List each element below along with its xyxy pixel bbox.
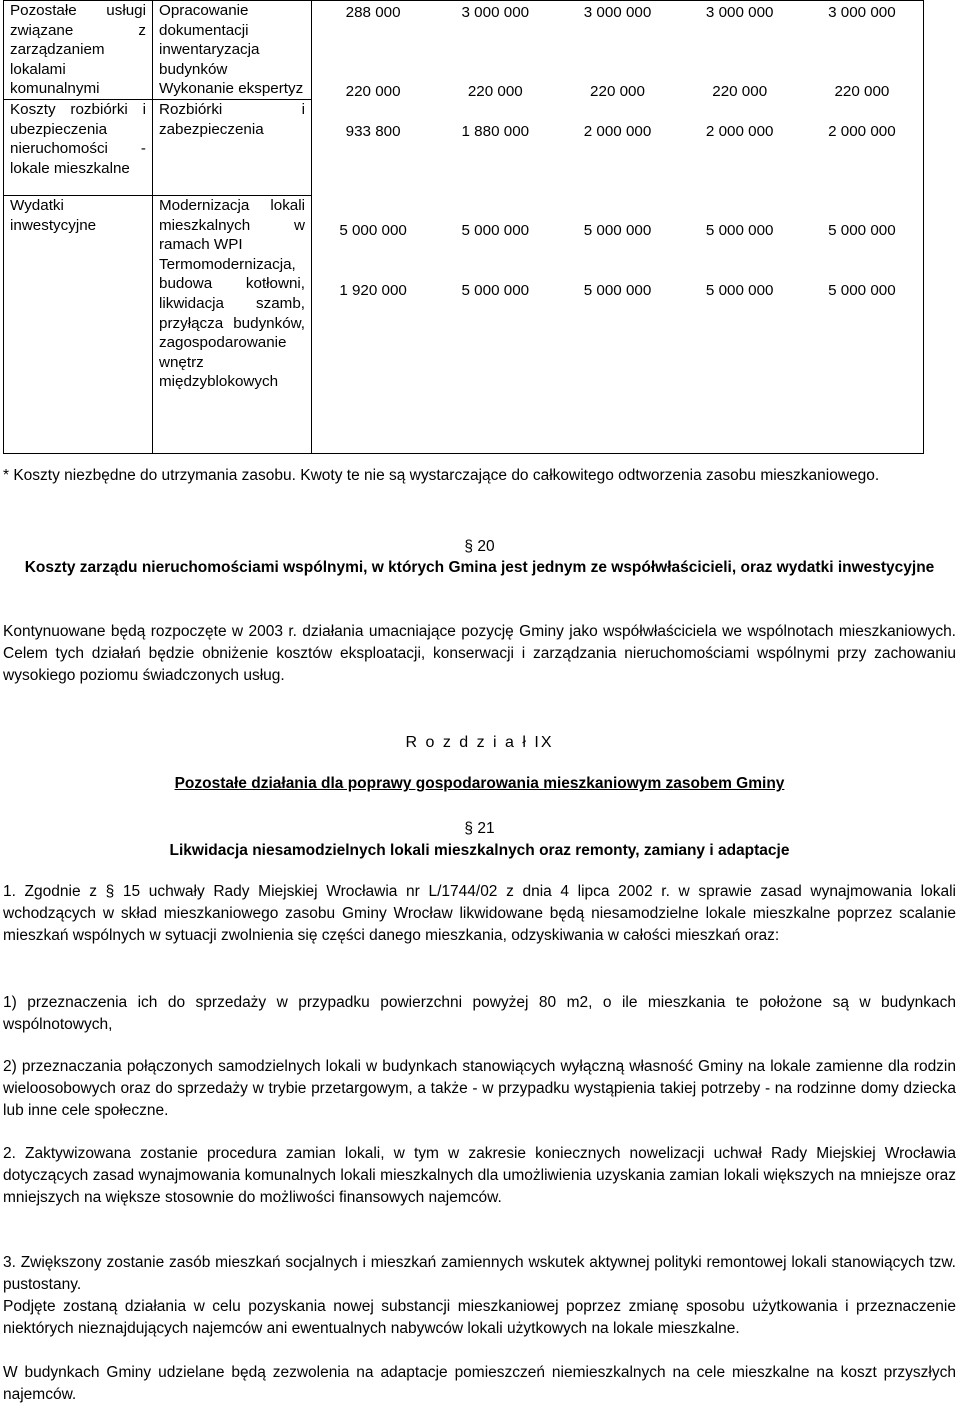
paragraph: 2. Zaktywizowana zostanie procedura zamian lokali, w tym w zakresie koniecznych nowelizacji uchwał Rady Miejskiej Wrocławia dotyczących zasad wynajmowania komunalnych lokali mieszkalnych dla umożliwienia uzyskania zamian lokali większych na mniejsze oraz mniejszych na większe stosownie do możliwości finansowych najemców. bbox=[3, 1145, 956, 1206]
value: 5 000 000 bbox=[461, 222, 530, 239]
paragraph: 2) przeznaczania połączonych samodzielnych lokali w budynkach stanowiących wyłączną własność Gminy na lokale zamienne dla rodzin wieloosobowych oraz do sprzedaży w trybie przetargowym, a także - w przypadku wystąpienia takiej potrzeby - na rodzinne domy dziecka lub inne cele społeczne. bbox=[3, 1058, 956, 1119]
value: 5 000 000 bbox=[828, 282, 896, 299]
value: 220 000 bbox=[467, 83, 523, 100]
values-row bbox=[312, 122, 923, 142]
paragraph: Podjęte zostaną działania w celu pozyskania nowej substancji mieszkaniowej poprzez zmianę sposobu użytkowania i przeznaczenie niektórych nieznajdujących najemców ani ewentualnych nabywców lokali użytkowych na lokale mieszkalne. bbox=[3, 1298, 956, 1337]
section-20-title: Koszty zarządu nieruchomościami wspólnymi, w których Gmina jest jednym ze współwłaścicieli, oraz wydatki inwestycyjne bbox=[24, 559, 935, 576]
value: 5 000 000 bbox=[705, 282, 774, 299]
item-text: Opracowanie dokumentacji inwentaryzacja budynków bbox=[159, 2, 260, 78]
value: 2 000 000 bbox=[583, 123, 652, 140]
paragraph: W budynkach Gminy udzielane będą zezwolenia na adaptacje pomieszczeń niemieszkalnych na cele mieszkalne na koszt przyszłych najemców. bbox=[3, 1364, 956, 1403]
value: 5 000 000 bbox=[583, 282, 652, 299]
section-20-body: Kontynuowane będą rozpoczęte w 2003 r. działania umacniające pozycję Gminy jako współwłaściciela we wspólnotach mieszkaniowych. Celem tych działań będzie obniżenie kosztów eksploatacji, konserwacji i zarządzania nieruchomościami wspólnymi przy zachowaniu wysokiego poziomu świadczonych usług. bbox=[3, 623, 956, 684]
values-row bbox=[312, 82, 923, 102]
value: 933 800 bbox=[345, 123, 401, 140]
value: 220 000 bbox=[345, 83, 401, 100]
value: 3 000 000 bbox=[583, 4, 652, 21]
value: 3 000 000 bbox=[461, 4, 530, 21]
paragraph: 1) przeznaczenia ich do sprzedaży w przypadku powierzchni powyżej 80 m2, o ile mieszkania te położone są w budynkach wspólnotowych, bbox=[3, 994, 956, 1033]
footnote: * Koszty niezbędne do utrzymania zasobu. Kwoty te nie są wystarczające do całkowitego odtworzenia zasobu mieszkaniowego. bbox=[3, 467, 880, 484]
value: 5 000 000 bbox=[828, 222, 896, 239]
value: 2 000 000 bbox=[828, 123, 896, 140]
chapter-title: Pozostałe działania dla poprawy gospodarowania mieszkaniowym zasobem Gminy bbox=[174, 775, 785, 792]
value: 5 000 000 bbox=[339, 222, 407, 239]
budget-table bbox=[3, 0, 924, 454]
chapter-label: R o z d z i a ł IX bbox=[405, 734, 554, 751]
item-cell bbox=[153, 99, 312, 195]
paragraph: 1. Zgodnie z § 15 uchwały Rady Miejskiej Wrocławia nr L/1744/02 z dnia 4 lipca 2002 r. w sprawie zasad wynajmowania lokali wchodzących w skład mieszkaniowego zasobu Gminy Wrocław likwidowane będą niesamodzielne lokale mieszkalne poprzez scalanie mieszkań wspólnych w sytuacji zwolnienia się części danego mieszkania, odzyskiwania w całości mieszkań oraz: bbox=[3, 883, 956, 944]
value: 5 000 000 bbox=[705, 222, 774, 239]
value: 3 000 000 bbox=[828, 4, 896, 21]
section-20-number: § 20 bbox=[464, 538, 495, 555]
category-cell: Wydatki inwestycyjne bbox=[4, 195, 153, 453]
item-text: Wykonanie ekspertyz bbox=[159, 80, 304, 98]
paragraph: 3. Zwiększony zostanie zasób mieszkań socjalnych i mieszkań zamiennych wskutek aktywnej polityki remontowej lokali stanowiących tzw. pustostany. bbox=[3, 1254, 956, 1293]
value: 220 000 bbox=[712, 83, 768, 100]
value: 2 000 000 bbox=[705, 123, 774, 140]
value: 288 000 bbox=[345, 4, 401, 21]
table-row bbox=[4, 1, 924, 100]
value: 1 880 000 bbox=[461, 123, 530, 140]
value: 5 000 000 bbox=[583, 222, 652, 239]
value: 5 000 000 bbox=[461, 282, 530, 299]
item-cell bbox=[153, 1, 312, 100]
values-row bbox=[312, 281, 923, 301]
values-row bbox=[312, 3, 923, 23]
values-cell bbox=[312, 1, 924, 454]
value: 3 000 000 bbox=[705, 4, 774, 21]
category-cell: Koszty rozbiórki i ubezpieczenia nieruchomości - lokale mieszkalne bbox=[4, 99, 153, 195]
category-cell: Pozostałe usługi związane z zarządzaniem lokalami komunalnymi bbox=[4, 1, 153, 100]
section-21-title: Likwidacja niesamodzielnych lokali mieszkalnych oraz remonty, zamiany i adaptacje bbox=[169, 842, 790, 859]
value: 220 000 bbox=[834, 83, 890, 100]
item-text: Rozbiórki i zabezpieczenia bbox=[159, 100, 305, 138]
item-text: Termomodernizacja, budowa kotłowni, likwidacja szamb, przyłącza budynków, zagospodarowanie wnętrz międzyblokowych bbox=[159, 255, 305, 391]
item-cell bbox=[153, 195, 312, 453]
values-row bbox=[312, 221, 923, 241]
section-21-number: § 21 bbox=[464, 820, 495, 837]
value: 1 920 000 bbox=[339, 282, 407, 299]
item-text: Modernizacja lokali mieszkalnych w ramach WPI bbox=[159, 196, 305, 254]
value: 220 000 bbox=[590, 83, 645, 100]
